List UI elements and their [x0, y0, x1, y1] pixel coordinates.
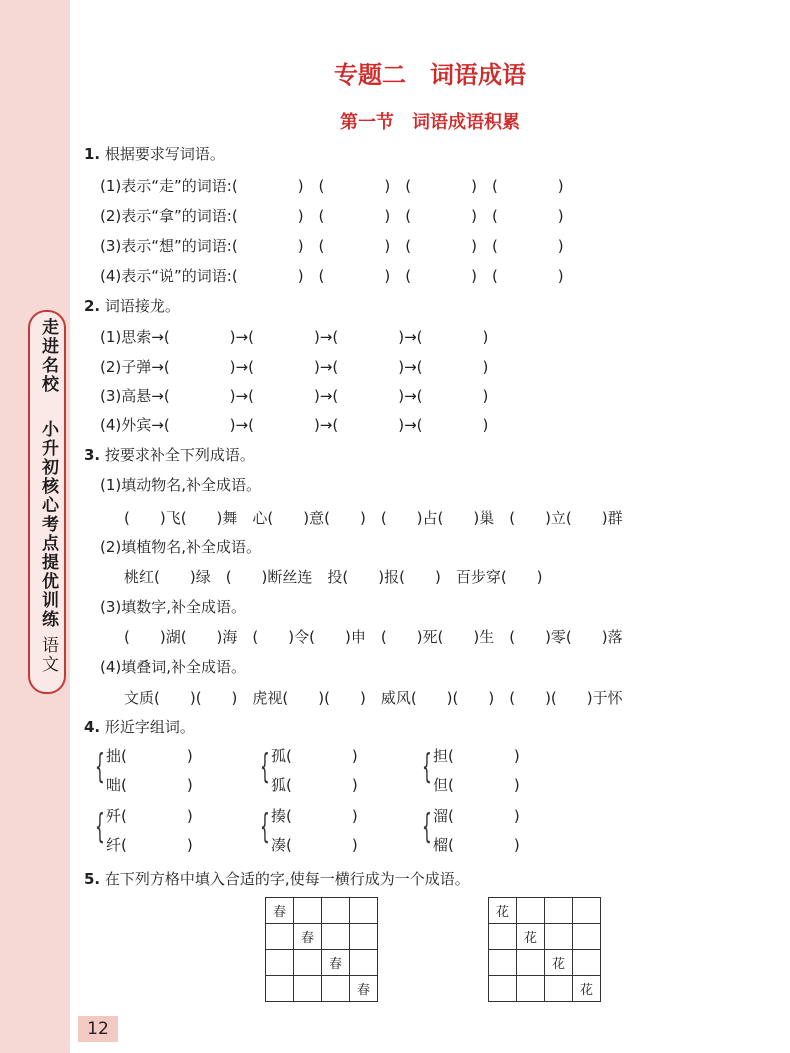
- idiom-grid-left: [265, 897, 378, 1002]
- grid-cell[interactable]: [517, 976, 545, 1002]
- question-5-text: 在下列方格中填入合适的字,使每一横行成为一个成语。: [104, 870, 470, 888]
- q2-line-3[interactable]: (3)高悬→( )→( )→( )→( ): [100, 387, 489, 405]
- question-5: [84, 868, 470, 889]
- grid-cell: 春: [294, 924, 322, 950]
- grid-cell[interactable]: [266, 924, 294, 950]
- q4-group-5-a[interactable]: 揍( ): [271, 807, 358, 825]
- question-1-text: 根据要求写词语。: [104, 145, 225, 163]
- grid-cell: 春: [350, 976, 378, 1002]
- grid-cell: 春: [266, 898, 294, 924]
- question-3: [84, 444, 255, 465]
- q4-group-3-b[interactable]: 但( ): [433, 776, 520, 794]
- grid-cell[interactable]: [517, 898, 545, 924]
- q4-group-4-a[interactable]: 歼( ): [106, 807, 193, 825]
- q1-line-3[interactable]: (3)表示“想”的词语:( ) ( ) ( ) ( ): [100, 237, 564, 255]
- grid-cell[interactable]: [545, 898, 573, 924]
- question-3-text: 按要求补全下列成语。: [104, 446, 255, 464]
- q4-group-6-b[interactable]: 榴( ): [433, 836, 520, 854]
- q4-group-5-b[interactable]: 凑( ): [271, 836, 358, 854]
- question-1: [84, 143, 225, 164]
- q1-line-2[interactable]: (2)表示“拿”的词语:( ) ( ) ( ) ( ): [100, 207, 564, 225]
- q1-line-4[interactable]: (4)表示“说”的词语:( ) ( ) ( ) ( ): [100, 267, 564, 285]
- q2-line-2[interactable]: (2)子弹→( )→( )→( )→( ): [100, 358, 489, 376]
- grid-cell: 花: [545, 950, 573, 976]
- grid-cell[interactable]: [266, 950, 294, 976]
- sidebar-label-training: 小升初核心考点提优训练: [38, 420, 58, 629]
- grid-cell[interactable]: [266, 976, 294, 1002]
- q1-line-1[interactable]: (1)表示“走”的词语:( ) ( ) ( ) ( ): [100, 177, 564, 195]
- q2-line-1[interactable]: (1)思索→( )→( )→( )→( ): [100, 328, 489, 346]
- question-4-number: 4.: [84, 718, 101, 736]
- grid-cell[interactable]: [322, 898, 350, 924]
- grid-cell[interactable]: [489, 950, 517, 976]
- grid-cell[interactable]: [573, 950, 601, 976]
- grid-cell[interactable]: [350, 924, 378, 950]
- q3-sub-2: (2)填植物名,补全成语。: [100, 538, 262, 556]
- brace-icon: {: [95, 747, 105, 787]
- grid-cell[interactable]: [294, 950, 322, 976]
- question-4: [84, 716, 195, 737]
- brace-icon: {: [95, 807, 105, 847]
- grid-cell[interactable]: [489, 924, 517, 950]
- question-5-number: 5.: [84, 870, 101, 888]
- grid-cell[interactable]: [350, 950, 378, 976]
- q4-group-2-b[interactable]: 狐( ): [271, 776, 358, 794]
- grid-cell[interactable]: [545, 924, 573, 950]
- grid-cell[interactable]: [573, 898, 601, 924]
- q3-sub-4-line[interactable]: 文质( )( ) 虎视( )( ) 威风( )( ) ( )( )于怀: [124, 689, 623, 707]
- brace-icon: {: [422, 747, 432, 787]
- grid-cell[interactable]: [294, 898, 322, 924]
- q3-sub-2-line[interactable]: 桃红( )绿 ( )断丝连 投( )报( ) 百步穿( ): [124, 568, 543, 586]
- section-title: 第一节 词语成语积累: [340, 112, 520, 133]
- q3-sub-3: (3)填数字,补全成语。: [100, 598, 247, 616]
- grid-cell[interactable]: [545, 976, 573, 1002]
- sidebar-label-school: 走进名校: [38, 318, 58, 394]
- question-1-number: 1.: [84, 145, 101, 163]
- q3-sub-1: (1)填动物名,补全成语。: [100, 476, 262, 494]
- grid-cell: 花: [489, 898, 517, 924]
- grid-cell: 花: [517, 924, 545, 950]
- q4-group-4-b[interactable]: 纤( ): [106, 836, 193, 854]
- question-2: [84, 295, 180, 316]
- grid-cell[interactable]: [322, 924, 350, 950]
- grid-cell[interactable]: [322, 976, 350, 1002]
- grid-cell[interactable]: [517, 950, 545, 976]
- brace-icon: {: [260, 807, 270, 847]
- question-3-number: 3.: [84, 446, 101, 464]
- brace-icon: {: [260, 747, 270, 787]
- q4-group-6-a[interactable]: 溜( ): [433, 807, 520, 825]
- question-4-text: 形近字组词。: [104, 718, 195, 736]
- page-title: 专题二 词语成语: [334, 61, 526, 89]
- grid-cell[interactable]: [489, 976, 517, 1002]
- idiom-grid-right: [488, 897, 601, 1002]
- question-2-text: 词语接龙。: [104, 297, 180, 315]
- q3-sub-3-line[interactable]: ( )湖( )海 ( )令( )申 ( )死( )生 ( )零( )落: [124, 628, 623, 646]
- brace-icon: {: [422, 807, 432, 847]
- q4-group-1-b[interactable]: 咄( ): [106, 776, 193, 794]
- grid-cell[interactable]: [294, 976, 322, 1002]
- q4-group-2-a[interactable]: 孤( ): [271, 747, 358, 765]
- grid-cell[interactable]: [573, 924, 601, 950]
- sidebar: [0, 0, 70, 1053]
- q4-group-3-a[interactable]: 担( ): [433, 747, 520, 765]
- sidebar-label-subject: 语文: [38, 636, 58, 674]
- q3-sub-4: (4)填叠词,补全成语。: [100, 658, 247, 676]
- q2-line-4[interactable]: (4)外宾→( )→( )→( )→( ): [100, 416, 489, 434]
- page-number: 12: [78, 1016, 118, 1042]
- q3-sub-1-line[interactable]: ( )飞( )舞 心( )意( ) ( )占( )巢 ( )立( )群: [124, 509, 623, 527]
- question-2-number: 2.: [84, 297, 101, 315]
- grid-cell: 花: [573, 976, 601, 1002]
- grid-cell: 春: [322, 950, 350, 976]
- grid-cell[interactable]: [350, 898, 378, 924]
- q4-group-1-a[interactable]: 拙( ): [106, 747, 193, 765]
